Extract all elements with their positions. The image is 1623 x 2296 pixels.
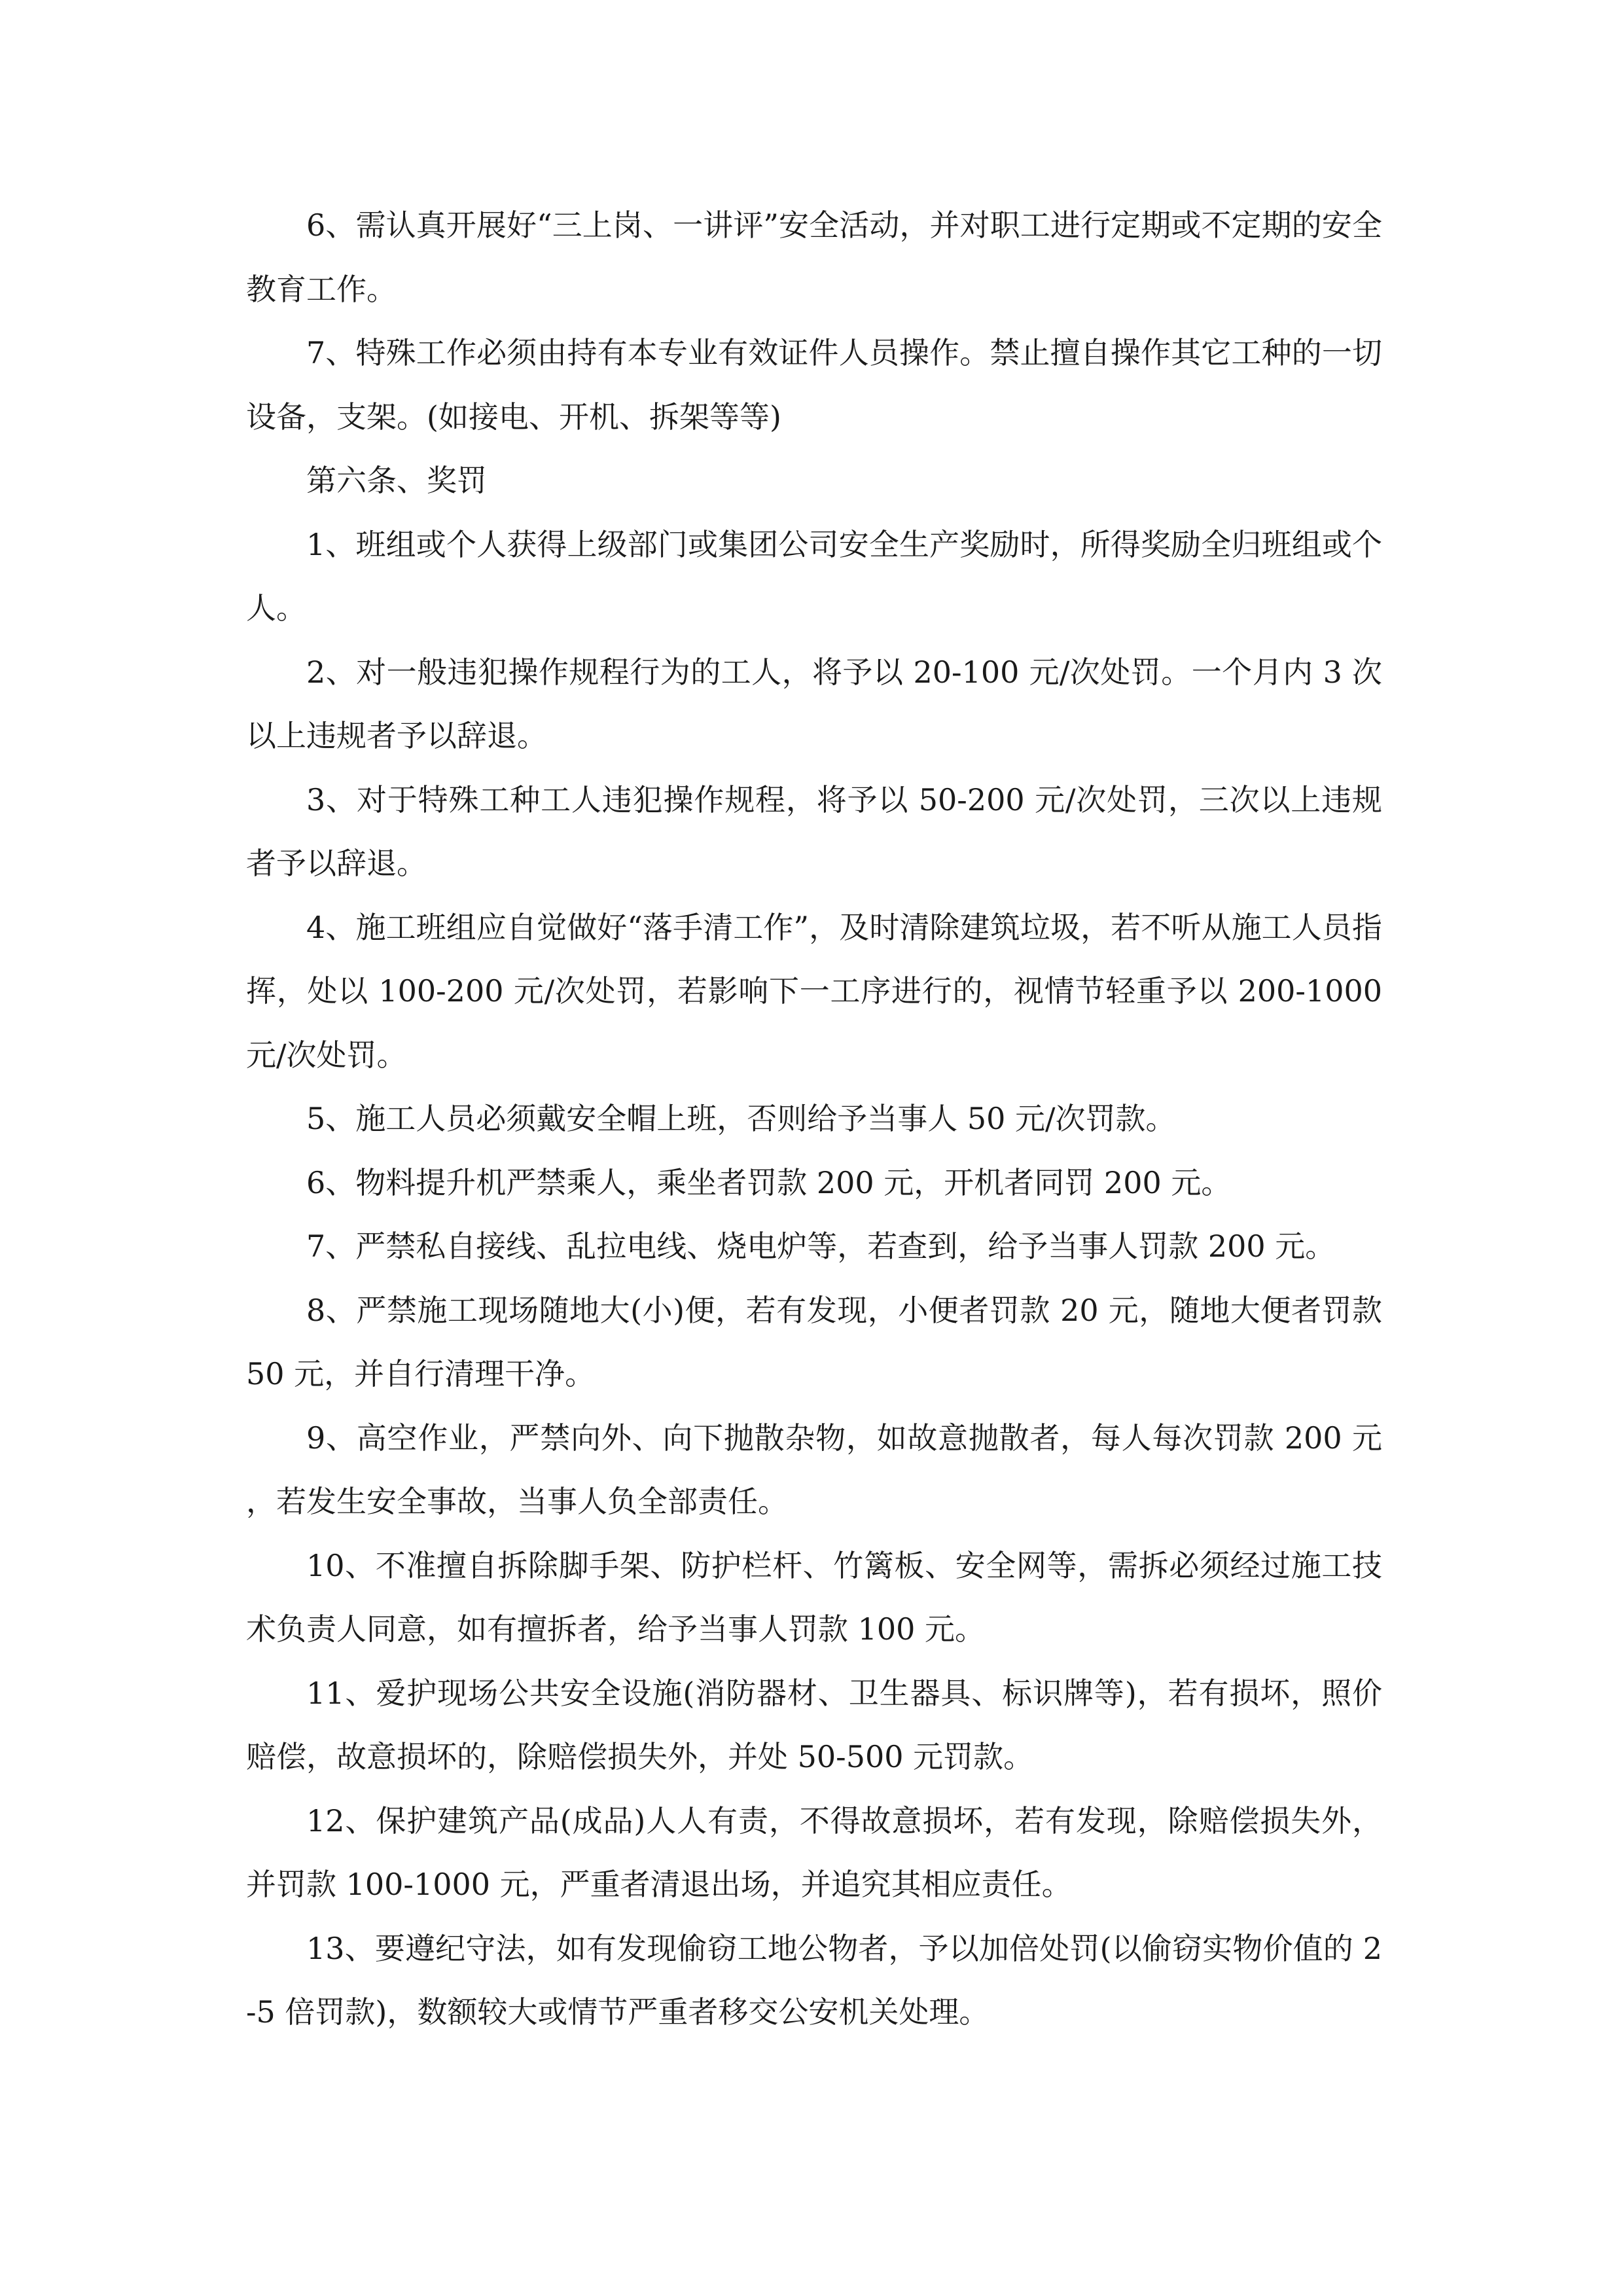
article-6-heading: 第六条、奖罚	[306, 463, 487, 498]
rule-7-special-work: 7、特殊工作必须由持有本专业有效证件人员操作。禁止擅自操作其它工种的一切设备，支架。(如接电、开机、拆架等等)	[246, 335, 1382, 435]
penalty-7: 7、严禁私自接线、乱拉电线、烧电炉等，若查到，给予当事人罚款 200 元。	[306, 1229, 1336, 1264]
penalty-8: 8、严禁施工现场随地大(小)便，若有发现，小便者罚款 20 元，随地大便者罚款 50 元，并自行清理干净。	[246, 1292, 1382, 1391]
reward-1: 1、班组或个人获得上级部门或集团公司安全生产奖励时，所得奖励全归班组或个人。	[246, 526, 1382, 626]
penalty-12: 12、保护建筑产品(成品)人人有责，不得故意损坏，若有发现，除赔偿损失外，并罚款 100-1000 元，严重者清退出场，并追究其相应责任。	[246, 1803, 1382, 1902]
penalty-5: 5、施工人员必须戴安全帽上班，否则给予当事人 50 元/次罚款。	[306, 1101, 1176, 1136]
penalty-4: 4、施工班组应自觉做好“落手清工作”，及时清除建筑垃圾，若不听从施工人员指挥，处以 100-200 元/次处罚，若影响下一工序进行的，视情节轻重予以 200-1000 元/次处罚。	[246, 909, 1382, 1073]
penalty-3: 3、对于特殊工种工人违犯操作规程，将予以 50-200 元/次处罚，三次以上违规者予以辞退。	[246, 781, 1382, 881]
penalty-9: 9、高空作业，严禁向外、向下抛散杂物，如故意抛散者，每人每次罚款 200 元，若发生安全事故，当事人负全部责任。	[246, 1420, 1382, 1519]
rule-6-safety-activities: 6、需认真开展好“三上岗、一讲评”安全活动，并对职工进行定期或不定期的安全教育工作。	[246, 207, 1382, 307]
penalty-2: 2、对一般违犯操作规程行为的工人，将予以 20-100 元/次处罚。一个月内 3 次以上违规者予以辞退。	[246, 654, 1382, 753]
penalty-11: 11、爱护现场公共安全设施(消防器材、卫生器具、标识牌等)，若有损坏，照价赔偿，故意损坏的，除赔偿损失外，并处 50-500 元罚款。	[246, 1675, 1382, 1774]
penalty-13: 13、要遵纪守法，如有发现偷窃工地公物者，予以加倍处罚(以偷窃实物价值的 2-5 倍罚款)，数额较大或情节严重者移交公安机关处理。	[246, 1930, 1382, 2030]
penalty-10: 10、不准擅自拆除脚手架、防护栏杆、竹篱板、安全网等，需拆必须经过施工技术负责人同意，如有擅拆者，给予当事人罚款 100 元。	[246, 1547, 1382, 1647]
penalty-6: 6、物料提升机严禁乘人，乘坐者罚款 200 元，开机者同罚 200 元。	[306, 1164, 1232, 1200]
document-body	[246, 194, 1382, 2045]
